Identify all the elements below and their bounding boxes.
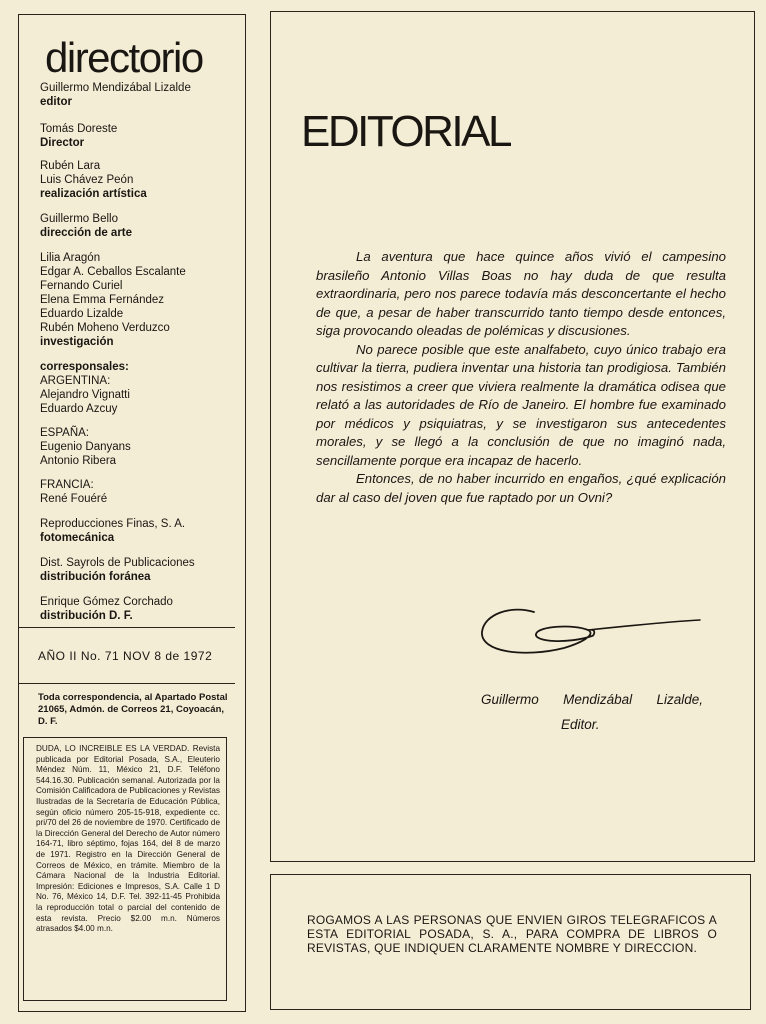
country-name: FRANCIA: (40, 479, 94, 491)
service-name: Reproducciones Finas, S. A. (40, 518, 186, 530)
staff-name: Tomás Doreste (40, 123, 118, 135)
correspondent-name: Eugenio Danyans (40, 441, 131, 453)
service-block-foreign-distribution (40, 556, 240, 584)
staff-block-director (40, 122, 240, 150)
staff-name: Rubén Lara (40, 160, 101, 172)
editorial-title: EDITORIAL (301, 107, 510, 156)
divider (19, 683, 235, 684)
service-role: fotomecánica (40, 532, 115, 544)
staff-name: Eduardo Lizalde (40, 308, 124, 320)
notice-panel (270, 874, 751, 1010)
divider (19, 627, 235, 628)
service-name: Enrique Gómez Corchado (40, 596, 173, 608)
correspondents-heading: corresponsales: (40, 361, 129, 373)
service-block-photomechanics (40, 517, 240, 545)
legal-box (23, 737, 227, 1001)
staff-name: Lilia Aragón (40, 252, 101, 264)
legal-text: DUDA, LO INCREIBLE ES LA VERDAD. Revista publicada por Editorial Posada, S.A., Eleuterio Méndez Núm. 11, México 21, D.F. Teléfono 544.16.30. Publicación semanal. Autorizada por la Comisión Calificadora de Publicaciones y Revistas Ilustradas de la Secretaría de Educación Pública, según oficio número 205-15-918, expediente cc. pri/70 del 26 de noviembre de 1970. Certificado de la Dirección General del Derecho de Autor número 164-71, libro séptimo, fojas 164, del 8 de marzo de 1971. Registro en la Dirección General de Correos de México, en trámite. Miembro de la Cámara Nacional de la Industria Editorial. Impresión: Ediciones e Impresos, S.A. Calle 1 D No. 76, México 14, D.F. Tel. 392-11-45 Prohibida la reproducción total o parcial del contenido de esta revista. Precio $2.00 m.n. Números atrasados $4.00 m.n. (36, 744, 220, 934)
staff-role: dirección de arte (40, 227, 133, 239)
editorial-paragraph: La aventura que hace quince años vivió el campesino brasileño Antonio Villas Boas no hay duda de que resulta extraordinaria, pero nos parece todavía más desconcertante el hecho de que, a pesar de haber transcurrido tanto tiempo desde entonces, siga provocando oleadas de polémicas y discusiones. (316, 249, 726, 338)
staff-block-research (40, 251, 240, 349)
staff-name: Elena Emma Fernández (40, 294, 165, 306)
service-role: distribución foránea (40, 571, 151, 583)
staff-name: Fernando Curiel (40, 280, 123, 292)
correspondent-name: Alejandro Vignatti (40, 389, 130, 401)
signatory-name: Guillermo Mendizábal Lizalde, (481, 692, 703, 707)
correspondence-address: Toda correspondencia, al Apartado Postal 21065, Admón. de Correos 21, Coyoacán, D. F. (38, 692, 228, 727)
correspondents-block (40, 360, 240, 416)
notice-text: ROGAMOS A LAS PERSONAS QUE ENVIEN GIROS TELEGRAFICOS A ESTA EDITORIAL POSADA, S. A., PARA COMPRA DE LIBROS O REVISTAS, QUE INDIQUEN CLARAMENTE NOMBRE Y DIRECCION. (307, 913, 717, 955)
signature-image (476, 600, 706, 662)
staff-role: investigación (40, 336, 114, 348)
staff-name: Guillermo Bello (40, 213, 118, 225)
staff-name: Rubén Moheno Verduzco (40, 322, 170, 334)
staff-role: editor (40, 96, 72, 108)
correspondents-france (40, 478, 240, 506)
correspondents-spain (40, 426, 240, 468)
country-name: ARGENTINA: (40, 375, 111, 387)
correspondent-name: Antonio Ribera (40, 455, 117, 467)
service-block-df-distribution (40, 595, 240, 623)
staff-role: Director (40, 137, 85, 149)
country-name: ESPAÑA: (40, 427, 89, 439)
staff-block-artistic (40, 159, 240, 201)
staff-name: Luis Chávez Peón (40, 174, 134, 186)
correspondent-name: Eduardo Azcuy (40, 403, 118, 415)
directory-panel (18, 14, 246, 1012)
issue-line: AÑO II No. 71 NOV 8 de 1972 (38, 649, 213, 663)
staff-role: realización artística (40, 188, 147, 200)
staff-block-art-direction (40, 212, 240, 240)
staff-name: Guillermo Mendizábal Lizalde (40, 82, 191, 94)
editorial-paragraph: Entonces, de no haber incurrido en engaños, ¿qué explicación dar al caso del joven que fue raptado por un Ovni? (316, 471, 726, 505)
service-role: distribución D. F. (40, 610, 133, 622)
editorial-panel (270, 11, 755, 862)
staff-name: Edgar A. Ceballos Escalante (40, 266, 186, 278)
correspondent-name: René Fouéré (40, 493, 108, 505)
staff-block-editor (40, 81, 240, 109)
service-name: Dist. Sayrols de Publicaciones (40, 557, 195, 569)
directory-title: directorio (45, 34, 203, 81)
editorial-body (316, 248, 726, 507)
editorial-paragraph: No parece posible que este analfabeto, cuyo único trabajo era cultivar la tierra, pudiera inventar una historia tan prodigiosa. También nos resistimos a creer que viviera realmente la dramática odisea que relató a las autoridades de Río de Janeiro. El hombre fue examinado por médicos y psiquiatras, y se investigaron sus antecedentes morales, y se llegó a la conclusión de que no imaginó nada, sencillamente porque era incapaz de hacerlo. (316, 341, 726, 468)
signatory-role: Editor. (561, 717, 600, 732)
